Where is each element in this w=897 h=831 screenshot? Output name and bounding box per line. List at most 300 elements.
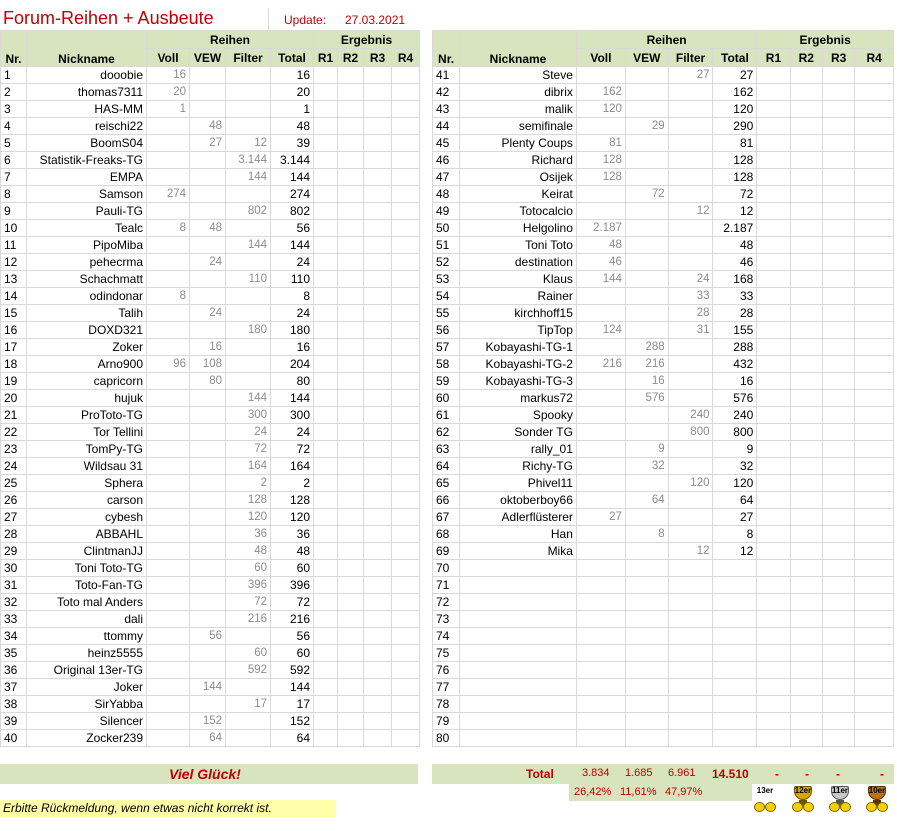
header-r1-right: R1	[757, 49, 790, 67]
row-vew	[625, 628, 668, 645]
row-nr: 5	[1, 135, 27, 152]
row-vew	[625, 271, 668, 288]
row-filter: 396	[226, 577, 271, 594]
row-voll	[576, 407, 625, 424]
row-r2	[338, 543, 364, 560]
row-voll: 162	[576, 84, 625, 101]
row-vew	[625, 220, 668, 237]
table-row	[1, 220, 420, 237]
row-r1	[757, 577, 790, 594]
row-r3	[822, 628, 854, 645]
row-r3	[364, 407, 392, 424]
row-nickname	[460, 679, 577, 696]
row-total: 128	[271, 492, 314, 509]
row-nickname	[460, 577, 577, 594]
row-r3	[822, 237, 854, 254]
row-nr: 39	[1, 713, 27, 730]
row-r3	[822, 509, 854, 526]
row-filter	[668, 441, 713, 458]
row-filter	[668, 509, 713, 526]
row-r4	[392, 135, 420, 152]
row-voll: 16	[147, 67, 190, 84]
table-row	[1, 305, 420, 322]
row-nr: 44	[433, 118, 460, 135]
row-r2	[790, 203, 822, 220]
row-nr: 45	[433, 135, 460, 152]
total-r4: -	[880, 767, 884, 781]
row-r2	[790, 679, 822, 696]
row-r2	[338, 679, 364, 696]
row-r1	[314, 662, 338, 679]
row-filter: 17	[226, 696, 271, 713]
row-r4	[855, 220, 894, 237]
row-r2	[338, 407, 364, 424]
row-r3	[822, 220, 854, 237]
table-row	[433, 441, 894, 458]
row-r1	[314, 288, 338, 305]
row-r4	[855, 509, 894, 526]
row-nickname: Kobayashi-TG-1	[460, 339, 577, 356]
row-nr: 16	[1, 322, 27, 339]
row-voll	[147, 339, 190, 356]
row-nickname: rally_01	[460, 441, 577, 458]
row-r4	[392, 424, 420, 441]
row-vew	[625, 543, 668, 560]
row-vew	[190, 696, 226, 713]
row-nr: 46	[433, 152, 460, 169]
row-vew: 288	[625, 339, 668, 356]
row-r4	[392, 237, 420, 254]
row-vew	[190, 169, 226, 186]
row-nickname: HAS-MM	[27, 101, 147, 118]
row-filter	[668, 169, 713, 186]
row-voll	[576, 203, 625, 220]
row-voll	[147, 713, 190, 730]
page-title: Forum-Reihen + Ausbeute	[3, 8, 214, 28]
row-r3	[822, 696, 854, 713]
table-row	[433, 594, 894, 611]
row-nickname: Rainer	[460, 288, 577, 305]
row-voll	[576, 628, 625, 645]
row-total: 2.187	[713, 220, 757, 237]
row-total: 48	[271, 118, 314, 135]
row-r3	[822, 424, 854, 441]
header-r3-right: R3	[822, 49, 854, 67]
row-nickname: Klaus	[460, 271, 577, 288]
row-r4	[392, 679, 420, 696]
row-voll: 48	[576, 237, 625, 254]
row-nickname: Talih	[27, 305, 147, 322]
row-r3	[364, 441, 392, 458]
row-voll	[576, 458, 625, 475]
row-nickname: markus72	[460, 390, 577, 407]
row-r4	[392, 645, 420, 662]
total-total: 14.510	[712, 767, 749, 781]
total-vew: 1.685	[625, 767, 653, 779]
row-nickname: thomas7311	[27, 84, 147, 101]
row-r4	[392, 101, 420, 118]
row-filter	[668, 560, 713, 577]
row-vew	[625, 424, 668, 441]
row-vew	[625, 645, 668, 662]
table-row	[1, 373, 420, 390]
row-nr: 59	[433, 373, 460, 390]
row-r2	[338, 509, 364, 526]
row-total: 81	[713, 135, 757, 152]
row-r2	[790, 577, 822, 594]
row-filter: 33	[668, 288, 713, 305]
row-filter: 60	[226, 560, 271, 577]
row-r2	[790, 186, 822, 203]
row-r2	[790, 271, 822, 288]
pct-voll: 26,42%	[574, 786, 612, 798]
row-vew	[625, 679, 668, 696]
row-vew: 576	[625, 390, 668, 407]
row-nr: 35	[1, 645, 27, 662]
table-row	[1, 152, 420, 169]
row-r1	[314, 373, 338, 390]
row-total: 300	[271, 407, 314, 424]
row-r1	[757, 560, 790, 577]
row-r2	[790, 628, 822, 645]
trophy-10er-label: 10er	[868, 786, 886, 795]
row-voll: 120	[576, 101, 625, 118]
row-nickname: cybesh	[27, 509, 147, 526]
row-vew: 48	[190, 118, 226, 135]
row-nickname	[460, 560, 577, 577]
trophy-13er-label: 13er	[756, 786, 774, 795]
row-nr: 3	[1, 101, 27, 118]
row-voll	[147, 475, 190, 492]
row-nr: 72	[433, 594, 460, 611]
row-r3	[822, 407, 854, 424]
row-voll	[147, 271, 190, 288]
row-voll	[147, 696, 190, 713]
table-row	[1, 730, 420, 747]
row-total: 12	[713, 203, 757, 220]
row-voll: 144	[576, 271, 625, 288]
row-vew	[625, 509, 668, 526]
row-nr: 38	[1, 696, 27, 713]
row-r2	[338, 322, 364, 339]
table-row	[1, 135, 420, 152]
row-r3	[364, 356, 392, 373]
table-row	[1, 509, 420, 526]
row-r2	[790, 288, 822, 305]
row-r3	[364, 373, 392, 390]
row-r3	[822, 390, 854, 407]
row-nickname: dooobie	[27, 67, 147, 84]
row-r4	[855, 390, 894, 407]
row-voll	[147, 152, 190, 169]
row-r2	[338, 577, 364, 594]
row-r2	[790, 543, 822, 560]
row-r4	[392, 339, 420, 356]
row-nickname: odindonar	[27, 288, 147, 305]
row-nickname: kirchhoff15	[460, 305, 577, 322]
row-r4	[855, 645, 894, 662]
row-filter	[226, 186, 271, 203]
row-nr: 51	[433, 237, 460, 254]
row-r4	[855, 271, 894, 288]
row-r1	[314, 424, 338, 441]
row-nickname: pehecrma	[27, 254, 147, 271]
row-r3	[822, 339, 854, 356]
table-row	[433, 509, 894, 526]
row-r3	[364, 305, 392, 322]
row-r2	[338, 458, 364, 475]
row-total	[713, 730, 757, 747]
row-r2	[338, 186, 364, 203]
row-total: 64	[713, 492, 757, 509]
row-nickname: Kobayashi-TG-3	[460, 373, 577, 390]
row-r1	[757, 662, 790, 679]
row-filter	[226, 84, 271, 101]
row-r2	[338, 424, 364, 441]
row-r1	[757, 220, 790, 237]
row-nickname: Mika	[460, 543, 577, 560]
row-r2	[790, 594, 822, 611]
row-nr: 27	[1, 509, 27, 526]
row-total	[713, 628, 757, 645]
row-r2	[338, 713, 364, 730]
row-nr: 78	[433, 696, 460, 713]
row-r4	[392, 492, 420, 509]
row-filter: 110	[226, 271, 271, 288]
row-nickname: Totocalcio	[460, 203, 577, 220]
trophy-12er-icon	[790, 784, 816, 812]
row-r1	[757, 135, 790, 152]
row-vew	[190, 390, 226, 407]
row-nr: 60	[433, 390, 460, 407]
row-r1	[314, 526, 338, 543]
total-r3: -	[836, 767, 840, 781]
table-row	[433, 713, 894, 730]
row-r4	[855, 475, 894, 492]
row-total: 110	[271, 271, 314, 288]
row-r3	[364, 322, 392, 339]
row-vew: 9	[625, 441, 668, 458]
row-nickname: TomPy-TG	[27, 441, 147, 458]
row-filter	[668, 390, 713, 407]
row-nickname: ClintmanJJ	[27, 543, 147, 560]
row-r4	[855, 203, 894, 220]
row-r3	[822, 254, 854, 271]
row-r1	[314, 594, 338, 611]
row-total: 162	[713, 84, 757, 101]
row-vew	[625, 288, 668, 305]
header-vew-right: VEW	[625, 49, 668, 67]
row-r1	[314, 577, 338, 594]
row-total: 46	[713, 254, 757, 271]
row-voll	[147, 526, 190, 543]
table-row	[433, 118, 894, 135]
row-nickname: TipTop	[460, 322, 577, 339]
row-r4	[392, 356, 420, 373]
table-row	[1, 492, 420, 509]
row-voll	[576, 305, 625, 322]
row-r2	[338, 645, 364, 662]
row-r2	[790, 441, 822, 458]
row-nr: 64	[433, 458, 460, 475]
row-r1	[757, 101, 790, 118]
pct-filter: 47,97%	[665, 786, 703, 798]
row-r4	[392, 288, 420, 305]
row-r4	[392, 390, 420, 407]
row-r1	[757, 254, 790, 271]
row-total: 3.144	[271, 152, 314, 169]
row-nickname: Zocker239	[27, 730, 147, 747]
row-total: 144	[271, 169, 314, 186]
row-total: 60	[271, 645, 314, 662]
row-r2	[790, 475, 822, 492]
row-r2	[790, 152, 822, 169]
row-r4	[392, 696, 420, 713]
row-nr: 67	[433, 509, 460, 526]
row-r3	[364, 458, 392, 475]
row-r1	[314, 730, 338, 747]
row-nr: 9	[1, 203, 27, 220]
row-r1	[314, 237, 338, 254]
row-vew	[625, 237, 668, 254]
row-r1	[757, 526, 790, 543]
table-row	[433, 237, 894, 254]
row-nr: 62	[433, 424, 460, 441]
row-total: 24	[271, 305, 314, 322]
row-vew	[190, 509, 226, 526]
row-r2	[790, 84, 822, 101]
row-nickname: Joker	[27, 679, 147, 696]
row-total: 24	[271, 254, 314, 271]
row-nickname: reischi22	[27, 118, 147, 135]
row-nr: 61	[433, 407, 460, 424]
table-row	[1, 645, 420, 662]
row-total: 802	[271, 203, 314, 220]
row-r3	[364, 220, 392, 237]
row-filter: 300	[226, 407, 271, 424]
table-row	[1, 679, 420, 696]
row-r4	[392, 713, 420, 730]
row-filter	[668, 101, 713, 118]
row-r1	[314, 135, 338, 152]
row-r4	[855, 169, 894, 186]
row-r3	[364, 390, 392, 407]
row-r3	[822, 169, 854, 186]
header-r3: R3	[364, 49, 392, 67]
row-filter	[668, 458, 713, 475]
row-r1	[314, 67, 338, 84]
row-vew	[190, 152, 226, 169]
row-filter	[226, 220, 271, 237]
row-nr: 12	[1, 254, 27, 271]
row-r3	[822, 101, 854, 118]
row-vew	[190, 475, 226, 492]
row-voll	[147, 373, 190, 390]
row-vew	[190, 526, 226, 543]
row-nickname: ProToto-TG	[27, 407, 147, 424]
row-vew	[625, 713, 668, 730]
row-r1	[314, 475, 338, 492]
row-r3	[364, 424, 392, 441]
row-nr: 66	[433, 492, 460, 509]
table-row	[1, 271, 420, 288]
row-nr: 7	[1, 169, 27, 186]
row-nickname: Phivel11	[460, 475, 577, 492]
row-r2	[338, 101, 364, 118]
row-r1	[757, 322, 790, 339]
table-row	[433, 186, 894, 203]
table-row	[1, 322, 420, 339]
row-r2	[790, 322, 822, 339]
row-r4	[855, 322, 894, 339]
row-filter	[668, 662, 713, 679]
row-voll: 124	[576, 322, 625, 339]
table-row	[1, 713, 420, 730]
row-total: 432	[713, 356, 757, 373]
row-nickname: Wildsau 31	[27, 458, 147, 475]
table-row	[433, 220, 894, 237]
row-r1	[314, 492, 338, 509]
row-vew	[190, 645, 226, 662]
row-r2	[790, 407, 822, 424]
row-r4	[392, 152, 420, 169]
row-filter: 216	[226, 611, 271, 628]
table-row	[1, 84, 420, 101]
row-r3	[822, 679, 854, 696]
total-filter: 6.961	[668, 767, 696, 779]
row-nickname: Steve	[460, 67, 577, 84]
row-nickname: ABBAHL	[27, 526, 147, 543]
table-row	[1, 526, 420, 543]
row-voll	[576, 611, 625, 628]
row-vew	[625, 577, 668, 594]
row-voll	[147, 390, 190, 407]
row-filter: 72	[226, 594, 271, 611]
row-total: 28	[713, 305, 757, 322]
row-vew	[190, 288, 226, 305]
row-nr: 32	[1, 594, 27, 611]
row-r2	[338, 169, 364, 186]
row-nr: 75	[433, 645, 460, 662]
table-row	[433, 305, 894, 322]
row-r3	[822, 135, 854, 152]
row-r1	[757, 356, 790, 373]
table-row	[433, 322, 894, 339]
row-total: 16	[713, 373, 757, 390]
row-voll: 81	[576, 135, 625, 152]
row-nickname: Plenty Coups	[460, 135, 577, 152]
table-row	[1, 543, 420, 560]
row-r3	[822, 271, 854, 288]
row-vew	[625, 594, 668, 611]
total-label: Total	[526, 767, 554, 781]
row-r3	[822, 730, 854, 747]
row-nr: 37	[1, 679, 27, 696]
row-r1	[757, 152, 790, 169]
row-r1	[314, 186, 338, 203]
row-filter	[668, 730, 713, 747]
row-vew: 216	[625, 356, 668, 373]
row-r4	[855, 305, 894, 322]
table-row	[433, 611, 894, 628]
row-r4	[855, 594, 894, 611]
row-vew	[190, 492, 226, 509]
row-filter	[668, 84, 713, 101]
row-r1	[757, 271, 790, 288]
row-total: 27	[713, 67, 757, 84]
row-total: 80	[271, 373, 314, 390]
row-r2	[338, 288, 364, 305]
